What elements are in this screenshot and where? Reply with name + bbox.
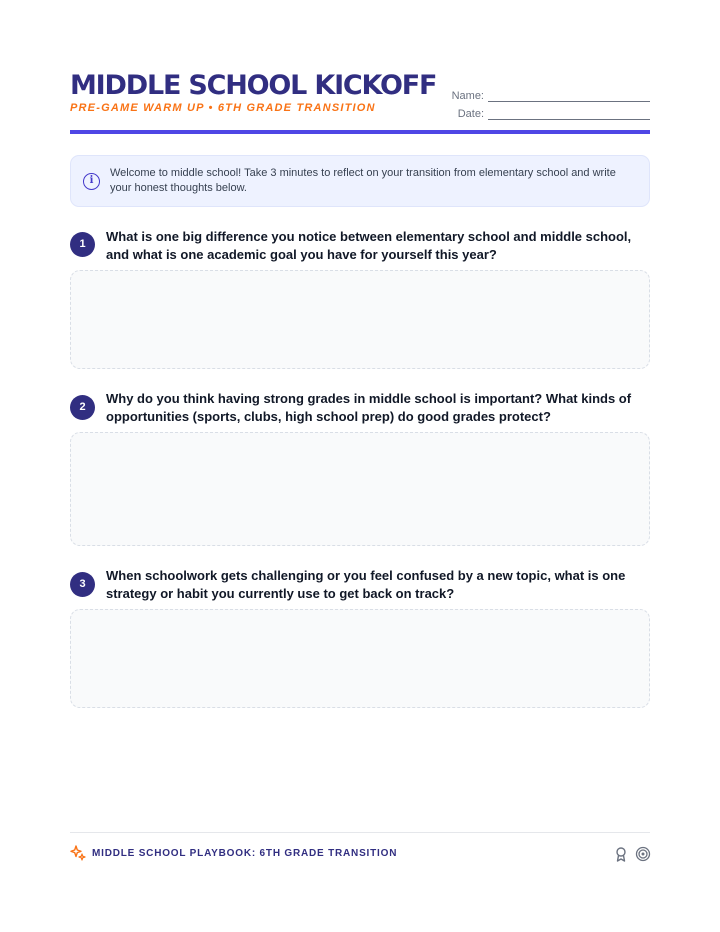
sparkle-icon xyxy=(70,845,86,861)
footer-label: MIDDLE SCHOOL PLAYBOOK: 6TH GRADE TRANSITION xyxy=(92,848,398,859)
question-text: When schoolwork gets challenging or you feel confused by a new topic, what is one strategy or habit you currently use to get back on track? xyxy=(106,568,626,601)
name-label: Name: xyxy=(451,90,484,102)
footer-divider xyxy=(70,832,650,833)
answer-box-2[interactable] xyxy=(70,432,650,546)
answer-box-1[interactable] xyxy=(70,270,650,369)
answer-box-3[interactable] xyxy=(70,609,650,708)
question-text: Why do you think having strong grades in middle school is important? What kinds of opportunities (sports, clubs, high school prep) do good grades protect? xyxy=(106,391,632,424)
worksheet-header xyxy=(70,70,650,134)
name-line[interactable] xyxy=(488,92,650,102)
award-icon xyxy=(613,846,629,862)
question-number-badge: 3 xyxy=(70,572,95,597)
target-icon xyxy=(635,846,651,862)
question-number-badge: 1 xyxy=(70,232,95,257)
page-title: MIDDLE SCHOOL KICKOFF xyxy=(70,70,437,101)
date-field[interactable] xyxy=(450,102,650,120)
info-icon: i xyxy=(83,173,100,190)
instructions-text: Welcome to middle school! Take 3 minutes to reflect on your transition from elementary school and write your honest thoughts below. xyxy=(110,167,616,194)
question-text: What is one big difference you notice between elementary school and middle school, and what is one academic goal you have for yourself this year? xyxy=(106,229,632,262)
name-field[interactable] xyxy=(450,84,650,102)
date-label: Date: xyxy=(457,108,484,120)
question-number-badge: 2 xyxy=(70,395,95,420)
instructions-box xyxy=(70,155,650,207)
date-line[interactable] xyxy=(488,110,650,120)
student-fields xyxy=(450,84,650,120)
page-subtitle: PRE-GAME WARM UP • 6TH GRADE TRANSITION xyxy=(70,102,376,114)
